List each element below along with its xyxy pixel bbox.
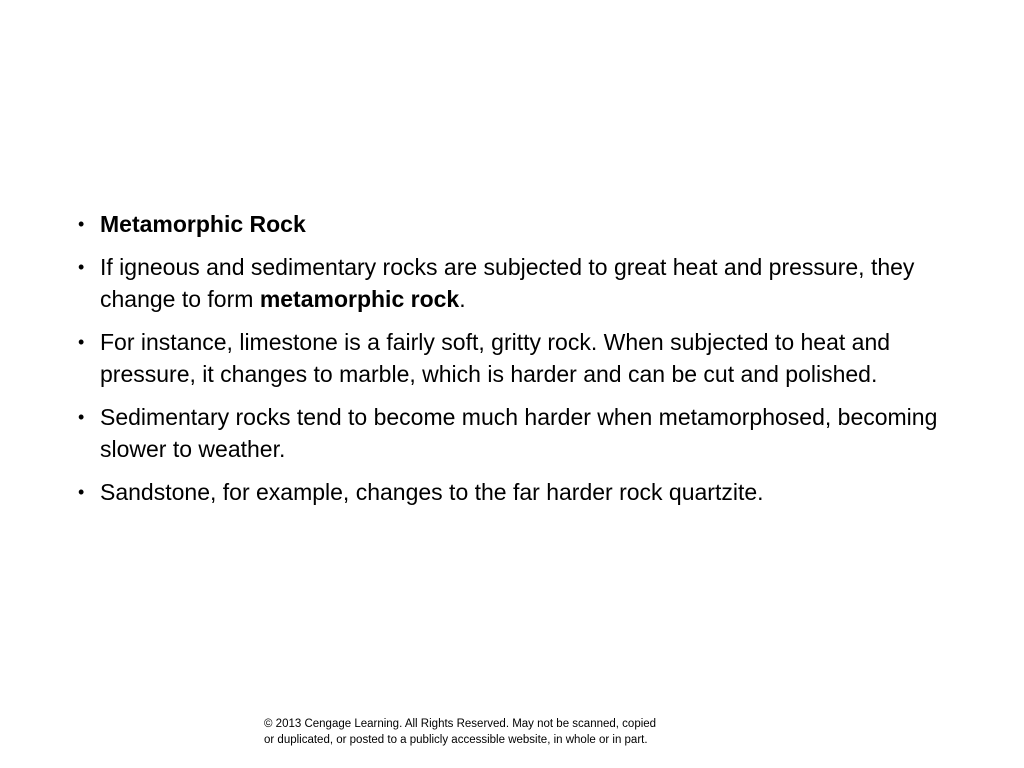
bullet-dot-icon: •	[78, 332, 85, 352]
bullet-item-heading	[78, 208, 958, 240]
bullet-text: Sandstone, for example, changes to the far harder rock quartzite.	[100, 479, 764, 505]
bullet-item	[78, 401, 958, 465]
bullet-text: Sedimentary rocks tend to become much harder when metamorphosed, becoming slower to weather.	[100, 404, 938, 462]
copyright-line-1: © 2013 Cengage Learning. All Rights Reserved. May not be scanned, copied	[264, 718, 657, 730]
copyright-line-2: or duplicated, or posted to a publicly accessible website, in whole or in part.	[264, 734, 648, 746]
bullet-dot-icon: •	[78, 407, 85, 427]
bullet-term: metamorphic rock	[259, 286, 460, 312]
bullet-dot-icon: •	[78, 257, 85, 277]
bullet-text: For instance, limestone is a fairly soft, gritty rock. When subjected to heat and pressure, it changes to marble, which is harder and can be cut and polished.	[100, 329, 891, 387]
slide-heading: Metamorphic Rock	[100, 211, 306, 237]
copyright-footer	[264, 716, 724, 748]
bullet-item	[78, 476, 958, 508]
bullet-list	[78, 208, 958, 519]
bullet-item	[78, 251, 958, 315]
bullet-item	[78, 326, 958, 390]
bullet-dot-icon: •	[78, 214, 85, 234]
bullet-text: If igneous and sedimentary rocks are subjected to great heat and pressure, they change to form	[100, 254, 915, 312]
bullet-dot-icon: •	[78, 482, 85, 502]
bullet-text-end: .	[459, 286, 466, 312]
